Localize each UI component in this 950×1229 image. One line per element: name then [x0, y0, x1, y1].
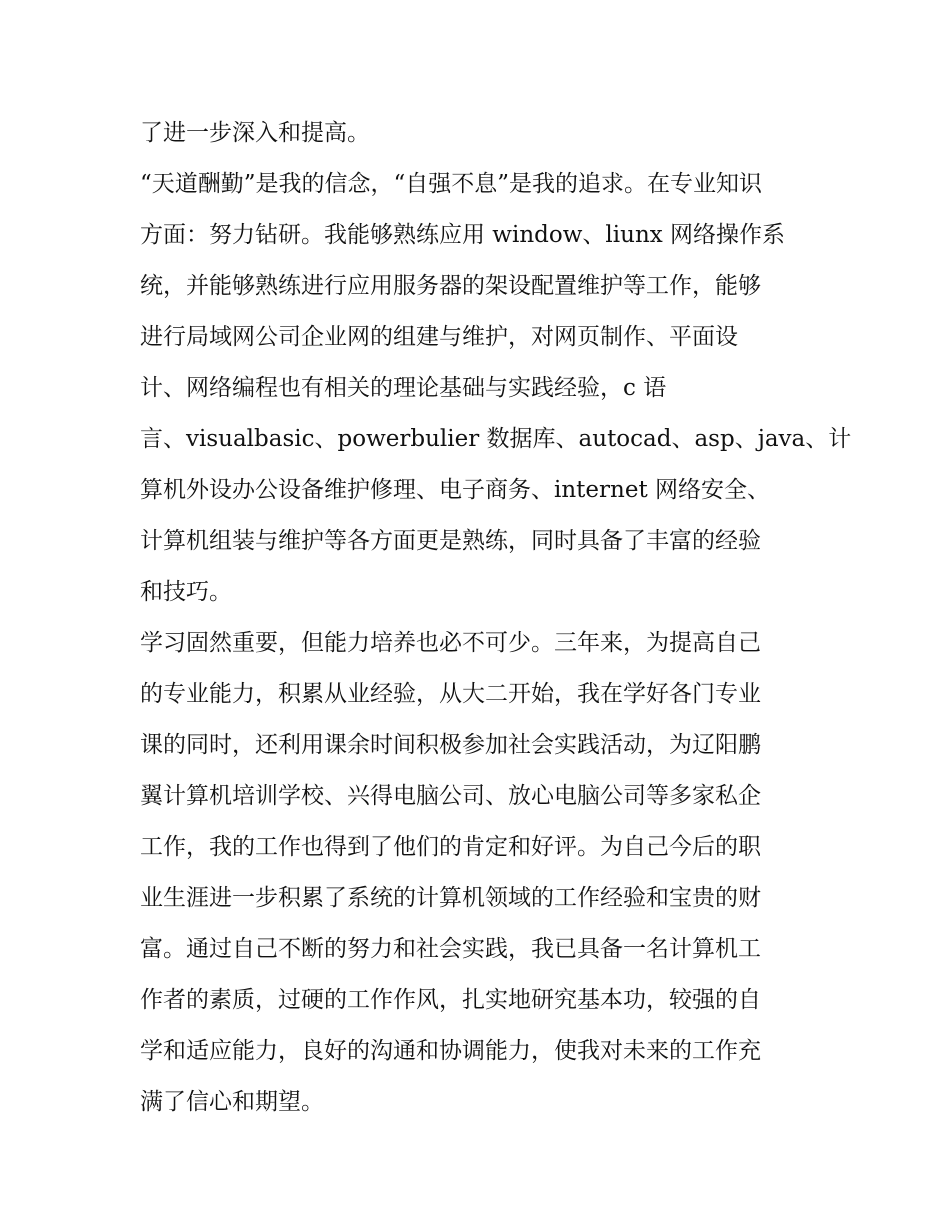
text-line-3: 方面：努力钻研。我能够熟练应用 window、liunx 网络操作系 — [140, 222, 786, 248]
text-line-19: 学和适应能力，良好的沟通和协调能力，使我对未来的工作充 — [140, 1038, 761, 1064]
text-line-20: 满了信心和期望。 — [140, 1089, 324, 1115]
text-line-7: 言、visualbasic、powerbulier 数据库、autocad、asp、java、计 — [140, 426, 852, 452]
text-line-1: 了进一步深入和提高。 — [140, 120, 370, 146]
text-line-18: 作者的素质，过硬的工作作风，扎实地研究基本功，较强的自 — [140, 987, 761, 1013]
text-line-10: 和技巧。 — [140, 579, 232, 605]
text-line-16: 业生涯进一步积累了系统的计算机领域的工作经验和宝贵的财 — [140, 885, 761, 911]
text-line-6: 计、网络编程也有相关的理论基础与实践经验，c 语 — [140, 375, 667, 401]
document-body — [140, 108, 852, 1128]
text-line-11: 学习固然重要，但能力培养也必不可少。三年来，为提高自己 — [140, 630, 761, 656]
text-line-15: 工作，我的工作也得到了他们的肯定和好评。为自己今后的职 — [140, 834, 761, 860]
text-line-5: 进行局域网公司企业网的组建与维护，对网页制作、平面设 — [140, 324, 738, 350]
text-line-9: 计算机组装与维护等各方面更是熟练，同时具备了丰富的经验 — [140, 528, 761, 554]
text-line-17: 富。通过自己不断的努力和社会实践，我已具备一名计算机工 — [140, 936, 761, 962]
text-line-12: 的专业能力，积累从业经验，从大二开始，我在学好各门专业 — [140, 681, 761, 707]
text-line-4: 统，并能够熟练进行应用服务器的架设配置维护等工作，能够 — [140, 273, 761, 299]
text-line-2: “天道酬勤”是我的信念，“自强不息”是我的追求。在专业知识 — [140, 171, 763, 197]
text-line-13: 课的同时，还利用课余时间积极参加社会实践活动，为辽阳鹏 — [140, 732, 761, 758]
text-line-14: 翼计算机培训学校、兴得电脑公司、放心电脑公司等多家私企 — [140, 783, 761, 809]
text-line-8: 算机外设办公设备维护修理、电子商务、internet 网络安全、 — [140, 477, 770, 503]
